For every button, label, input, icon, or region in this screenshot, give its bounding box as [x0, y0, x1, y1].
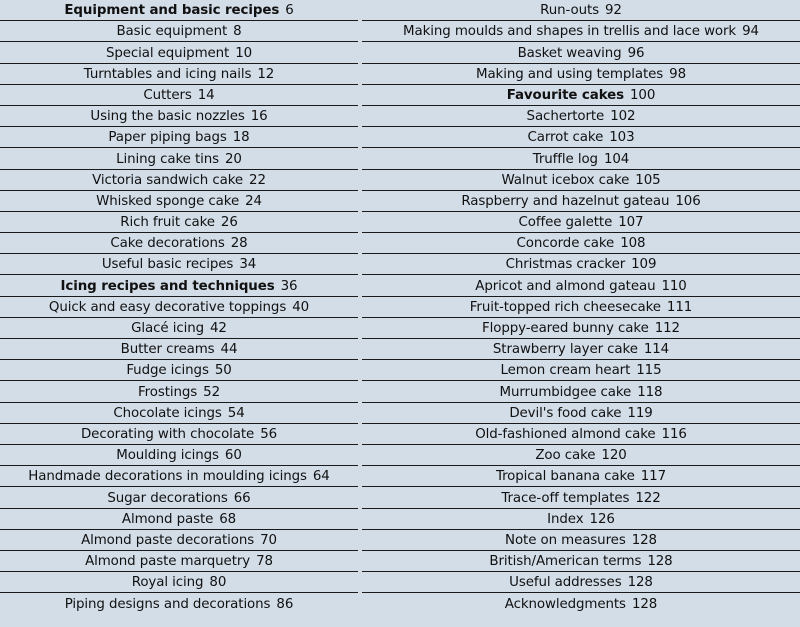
entry-page-number: 128	[631, 597, 658, 613]
entry-page-number: 68	[219, 511, 237, 527]
entry-title: Walnut icebox cake	[501, 172, 630, 188]
entry-page-number: 108	[620, 236, 646, 252]
contents-entry	[0, 424, 358, 445]
entry-page-number: 100	[630, 87, 656, 103]
entry-title: Acknowledgments	[504, 597, 626, 613]
contents-entry	[362, 530, 800, 551]
contents-entry	[362, 381, 800, 402]
contents-entry	[0, 254, 358, 275]
entry-page-number: 18	[232, 130, 250, 146]
entry-page-number: 60	[224, 448, 242, 464]
entry-page-number: 117	[640, 469, 667, 485]
contents-entry	[0, 381, 358, 402]
entry-page-number: 70	[260, 532, 277, 548]
entry-page-number: 126	[589, 511, 615, 527]
entry-title: Truffle log	[532, 151, 598, 167]
entry-page-number: 92	[605, 3, 622, 19]
entry-title: Rich fruit cake	[120, 215, 215, 231]
entry-page-number: 36	[280, 278, 298, 294]
contents-entry	[0, 551, 358, 572]
entry-page-number: 112	[654, 321, 680, 336]
entry-title: Run-outs	[540, 3, 600, 19]
contents-entry	[362, 170, 800, 191]
entry-page-number: 28	[230, 236, 248, 252]
entry-page-number: 102	[610, 109, 636, 125]
contents-entry	[362, 212, 800, 233]
entry-page-number: 110	[661, 278, 687, 294]
contents-entry	[0, 106, 358, 127]
contents-column-right	[362, 0, 800, 614]
entry-page-number: 107	[618, 215, 644, 231]
contents-entry	[0, 170, 358, 191]
entry-title: Basic equipment	[116, 24, 228, 40]
entry-page-number: 105	[635, 172, 661, 188]
contents-entry	[362, 127, 800, 148]
entry-title: Quick and easy decorative toppings	[48, 299, 287, 315]
entry-title: Fruit-topped rich cheesecake	[469, 299, 661, 315]
entry-title: Chocolate icings	[113, 405, 222, 421]
contents-entry	[362, 318, 800, 339]
entry-title: Carrot cake	[527, 130, 604, 146]
contents-entry	[362, 21, 800, 42]
entry-title: Lemon cream heart	[500, 363, 631, 379]
contents-entry	[362, 487, 800, 508]
entry-title: Index	[547, 511, 584, 527]
entry-title: Special equipment	[105, 45, 230, 61]
entry-title: Tropical banana cake	[495, 469, 635, 485]
entry-page-number: 104	[603, 151, 630, 167]
entry-title: Making and using templates	[475, 66, 664, 82]
entry-title: Old-fashioned almond cake	[475, 426, 656, 442]
contents-entry	[0, 318, 358, 339]
entry-title: Useful addresses	[509, 575, 622, 591]
entry-title: Almond paste marquetry	[85, 554, 251, 570]
entry-page-number: 34	[239, 257, 257, 273]
entry-page-number: 118	[637, 384, 663, 400]
contents-entry	[0, 148, 358, 169]
entry-title: Lining cake tins	[116, 151, 219, 167]
entry-page-number: 66	[233, 490, 251, 506]
entry-page-number: 40	[292, 299, 310, 315]
entry-title: Basket weaving	[517, 45, 622, 61]
entry-title: Useful basic recipes	[101, 257, 234, 273]
entry-page-number: 115	[636, 363, 662, 379]
contents-entry	[0, 85, 358, 106]
entry-title: Devil's food cake	[509, 405, 622, 421]
entry-page-number: 128	[647, 554, 673, 570]
entry-title: Using the basic nozzles	[90, 109, 245, 125]
contents-entry	[0, 339, 358, 360]
contents-entry	[362, 593, 800, 614]
entry-title: Cutters	[143, 87, 192, 103]
contents-entry	[362, 275, 800, 296]
entry-title: Almond paste	[121, 511, 214, 527]
entry-page-number: 116	[661, 426, 687, 442]
entry-page-number: 42	[210, 321, 227, 336]
entry-page-number: 56	[260, 426, 278, 442]
contents-column-left	[0, 0, 358, 614]
entry-page-number: 119	[627, 405, 653, 421]
entry-title: Note on measures	[505, 532, 626, 548]
entry-page-number: 120	[601, 448, 627, 464]
contents-entry	[362, 424, 800, 445]
entry-page-number: 20	[224, 151, 242, 167]
contents-entry	[0, 403, 358, 424]
entry-title: Icing recipes and techniques	[60, 278, 275, 294]
entry-page-number: 50	[214, 363, 232, 379]
entry-title: Sachertorte	[526, 109, 605, 125]
entry-title: Victoria sandwich cake	[92, 172, 244, 188]
entry-title: Raspberry and hazelnut gateau	[461, 193, 670, 209]
section-heading-entry	[362, 85, 800, 106]
entry-page-number: 103	[609, 130, 635, 146]
entry-page-number: 24	[245, 193, 262, 209]
entry-page-number: 64	[312, 469, 330, 485]
contents-entry	[0, 233, 358, 254]
entry-title: Royal icing	[131, 575, 204, 591]
entry-page-number: 96	[627, 45, 645, 61]
entry-title: Zoo cake	[535, 448, 596, 464]
contents-entry	[362, 191, 800, 212]
entry-title: Decorating with chocolate	[80, 426, 255, 442]
contents-entry	[362, 445, 800, 466]
contents-entry	[362, 551, 800, 572]
entry-page-number: 14	[197, 87, 215, 103]
entry-title: Making moulds and shapes in trellis and lace work	[403, 24, 737, 40]
entry-page-number: 128	[627, 575, 653, 591]
entry-page-number: 12	[257, 66, 275, 82]
contents-entry	[0, 509, 358, 530]
entry-title: Fudge icings	[126, 363, 209, 379]
contents-entry	[362, 339, 800, 360]
entry-page-number: 44	[220, 342, 238, 358]
entry-title: British/American terms	[489, 554, 642, 570]
entry-page-number: 122	[635, 490, 661, 506]
contents-entry	[0, 530, 358, 551]
entry-title: Turntables and icing nails	[83, 66, 252, 82]
contents-entry	[0, 487, 358, 508]
entry-page-number: 86	[276, 597, 294, 613]
contents-entry	[362, 254, 800, 275]
entry-title: Moulding icings	[116, 448, 219, 464]
contents-entry	[362, 233, 800, 254]
entry-page-number: 52	[203, 384, 220, 400]
contents-entry	[0, 64, 358, 85]
entry-title: Trace-off templates	[501, 490, 630, 506]
contents-entry	[0, 127, 358, 148]
entry-title: Strawberry layer cake	[492, 342, 638, 358]
entry-page-number: 109	[631, 257, 657, 273]
contents-entry	[0, 445, 358, 466]
entry-page-number: 106	[675, 193, 701, 209]
entry-page-number: 16	[250, 109, 268, 125]
section-heading-entry	[0, 275, 358, 296]
entry-page-number: 26	[220, 215, 238, 231]
entry-title: Whisked sponge cake	[96, 193, 240, 209]
contents-entry	[0, 212, 358, 233]
contents-entry	[0, 572, 358, 593]
contents-entry	[0, 360, 358, 381]
entry-page-number: 128	[631, 532, 657, 548]
entry-page-number: 114	[643, 342, 670, 358]
entry-page-number: 22	[249, 172, 266, 188]
entry-title: Sugar decorations	[107, 490, 228, 506]
entry-page-number: 98	[669, 66, 687, 82]
entry-title: Coffee galette	[518, 215, 613, 231]
contents-entry	[0, 21, 358, 42]
contents-entry	[362, 42, 800, 63]
entry-page-number: 94	[742, 24, 759, 40]
entry-title: Paper piping bags	[108, 130, 227, 146]
entry-title: Concorde cake	[516, 236, 615, 252]
entry-page-number: 111	[666, 299, 693, 315]
entry-page-number: 80	[209, 575, 227, 591]
entry-page-number: 54	[227, 405, 245, 421]
entry-title: Almond paste decorations	[81, 532, 255, 548]
entry-title: Murrumbidgee cake	[499, 384, 632, 400]
entry-page-number: 6	[285, 3, 294, 19]
entry-title: Glacé icing	[131, 321, 204, 336]
entry-title: Butter creams	[120, 342, 215, 358]
contents-entry	[0, 593, 358, 614]
entry-title: Frostings	[138, 384, 198, 400]
entry-title: Handmade decorations in moulding icings	[28, 469, 307, 485]
contents-entry	[0, 297, 358, 318]
contents-entry	[362, 148, 800, 169]
contents-entry	[0, 466, 358, 487]
entry-title: Equipment and basic recipes	[64, 3, 280, 19]
entry-title: Favourite cakes	[506, 87, 624, 103]
contents-entry	[362, 64, 800, 85]
contents-entry	[362, 106, 800, 127]
contents-entry	[362, 0, 800, 21]
section-heading-entry	[0, 0, 358, 21]
entry-title: Cake decorations	[110, 236, 225, 252]
entry-title: Christmas cracker	[505, 257, 626, 273]
contents-entry	[362, 466, 800, 487]
contents-entry	[362, 572, 800, 593]
contents-entry	[362, 297, 800, 318]
contents-entry	[362, 360, 800, 381]
entry-title: Floppy-eared bunny cake	[482, 321, 649, 336]
contents-entry	[362, 509, 800, 530]
entry-page-number: 8	[233, 24, 242, 40]
entry-title: Piping designs and decorations	[64, 597, 271, 613]
entry-page-number: 10	[235, 45, 253, 61]
contents-entry	[0, 42, 358, 63]
contents-entry	[362, 403, 800, 424]
entry-page-number: 78	[256, 554, 273, 570]
entry-title: Apricot and almond gateau	[475, 278, 656, 294]
contents-entry	[0, 191, 358, 212]
